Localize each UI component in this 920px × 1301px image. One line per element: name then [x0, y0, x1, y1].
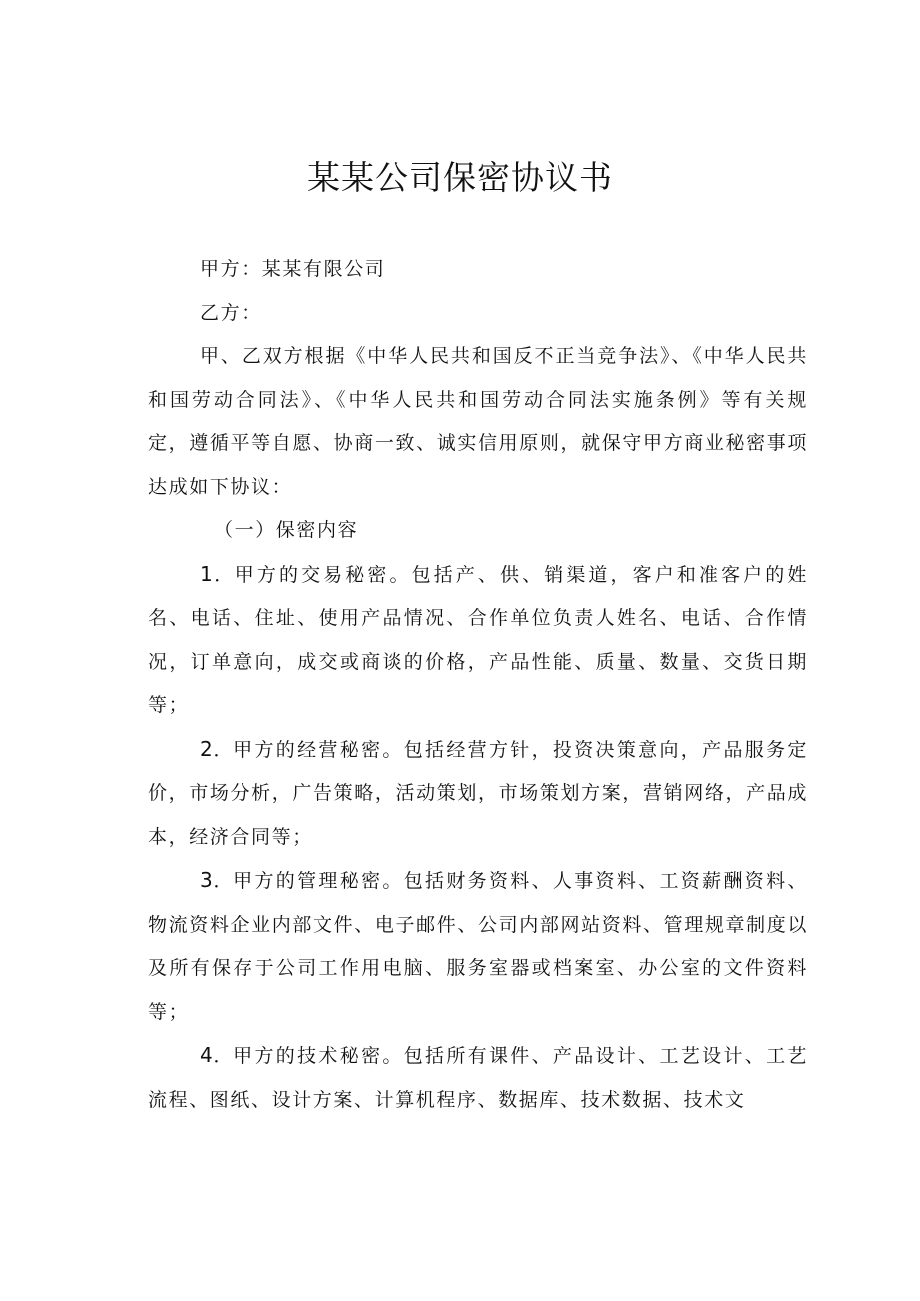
clause-separator: ． [212, 738, 234, 761]
clause-separator: ． [212, 563, 235, 586]
clause-number: 1 [200, 561, 213, 586]
clause-text: 甲方的经营秘密。包括经营方针，投资决策意向，产品服务定价，市场分析，广告策略，活动策划，市场策划方案，营销网络，产品成本，经济合同等； [148, 738, 808, 848]
clause-item [148, 728, 808, 860]
clause-separator: ． [212, 1045, 234, 1067]
clause-item [148, 1034, 808, 1122]
preamble-paragraph: 甲、乙双方根据《中华人民共和国反不正当竞争法》、《中华人民共和国劳动合同法》、《中华人民共和国劳动合同法实施条例》等有关规定，遵循平等自愿、协商一致、诚实信用原则，就保守甲方商业秘密事项达成如下协议： [148, 345, 808, 498]
section-heading: （一）保密内容 [214, 519, 359, 541]
document-body [148, 248, 808, 1122]
clause-item [148, 553, 808, 728]
clause-text: 甲方的技术秘密。包括所有课件、产品设计、工艺设计、工艺流程、图纸、设计方案、计算机程序、数据库、技术数据、技术文 [148, 1045, 808, 1111]
clause-number: 2 [200, 736, 213, 761]
clause-number: 4 [200, 1043, 213, 1067]
clause-separator: ． [212, 870, 234, 892]
party-b-line: 乙方： [200, 301, 262, 324]
party-a-line: 甲方：某某有限公司 [200, 258, 386, 280]
document-title: 某某公司保密协议书 [307, 158, 613, 197]
clause-item [148, 859, 808, 1034]
clause-text: 甲方的管理秘密。包括财务资料、人事资料、工资薪酬资料、物流资料企业内部文件、电子邮件、公司内部网站资料、管理规章制度以及所有保存于公司工作用电脑、服务室器或档案室、办公室的文件资料等； [148, 870, 808, 1023]
clause-text: 甲方的交易秘密。包括产、供、销渠道，客户和准客户的姓名、电话、住址、使用产品情况、合作单位负责人姓名、电话、合作情况，订单意向，成交或商谈的价格，产品性能、质量、数量、交货日期等； [148, 563, 808, 716]
clause-number: 3 [200, 868, 213, 892]
